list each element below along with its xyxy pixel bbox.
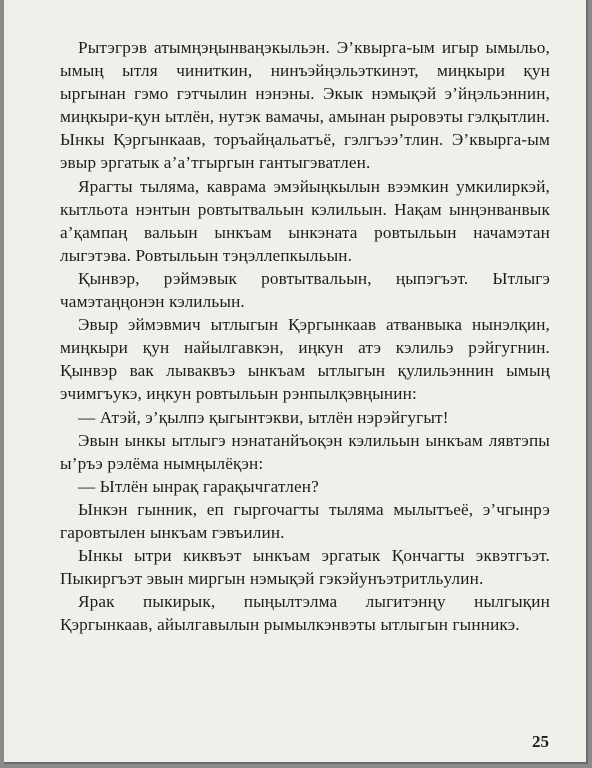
paragraph-2: Ярагты тыляма, каврама эмэйыңкылын вээмкин умкилиркэй, кытльота нэнтын ровтытвальын кэлильын. Нақам ынңэнванвык а’қампаң вальын ынкъам ынкэната ровтыльын начамэтан лыгэтэва. Ровтыльын тэңэллепкыльын. [60,176,550,265]
paragraph-4: Эвыр эймэвмич ытлыгын Қэргынкаав атванвыка нынэлқин, миңкыри қун найылгавкэн, иңкун атэ кэлильэ рэйгугнин. Қынвэр вак лываквъэ ынкъам ытлыгын қулильэннин ымың эчимгъукэ, иңкун ровтыльын рэнпылқэвңынин: [60,315,550,404]
paragraph-10: Ярак пыкирык, пыңылтэлма лыгитэнңу нылгықин Қэргынкаав, айылгавылын рымылкэнвэты ытлыгын гынникэ. [60,592,550,635]
page-text [60,36,550,636]
page-number: 25 [532,732,549,751]
paragraph-5-dialogue: — Атэй, э’қылпэ қыгынтэкви, ытлён нэрэйгугыт! [78,407,449,427]
paragraph-7-dialogue: — Ытлён ынрақ гарақычгатлен? [78,476,319,496]
book-page [4,0,588,764]
paragraph-8: Ынкэн гынник, еп гыргочагты тыляма мылытъеё, э’чгынрэ гаровтылен ынкъам гэвъилин. [60,499,550,542]
paragraph-6: Эвын ынкы ытлыгэ нэнатанйъоқэн кэлильын ынкъам лявтэпы ы’ръэ рэлёма нымңылёқэн: [60,430,550,473]
paragraph-3: Қынвэр, рэймэвык ровтытвальын, ңыпэгъэт. Ытлыгэ чамэтаңңонэн кэлильын. [60,268,550,312]
paragraph-1: Рытэгрэв атымңэңынваңэкыльэн. Э’квырга-ым игыр ымыльо, ымың ытля чиниткин, нинъэйңэльэткинэт, миңкыри қун ыргынан гэмо гэтчылин нэнэны. Экык нэмықэй э’йңэльэннин, миңкыри-қун ытлён, нутэк вамачы, амынан рыровэты гэлқытлин. Ынкы Қэргынкаав, торъайңальатъё, гэлгъээ’тлин. Э’квырга-ым эвыр эргатык а’а’тгыргын гантыгэватлен. [60,38,550,173]
paragraph-9: Ынкы ытри киквъэт ынкъам эргатык Қончагты эквэтгъэт. Пыкиргъэт эвын миргын нэмықэй гэкэйунъэтритльулин. [60,546,550,589]
